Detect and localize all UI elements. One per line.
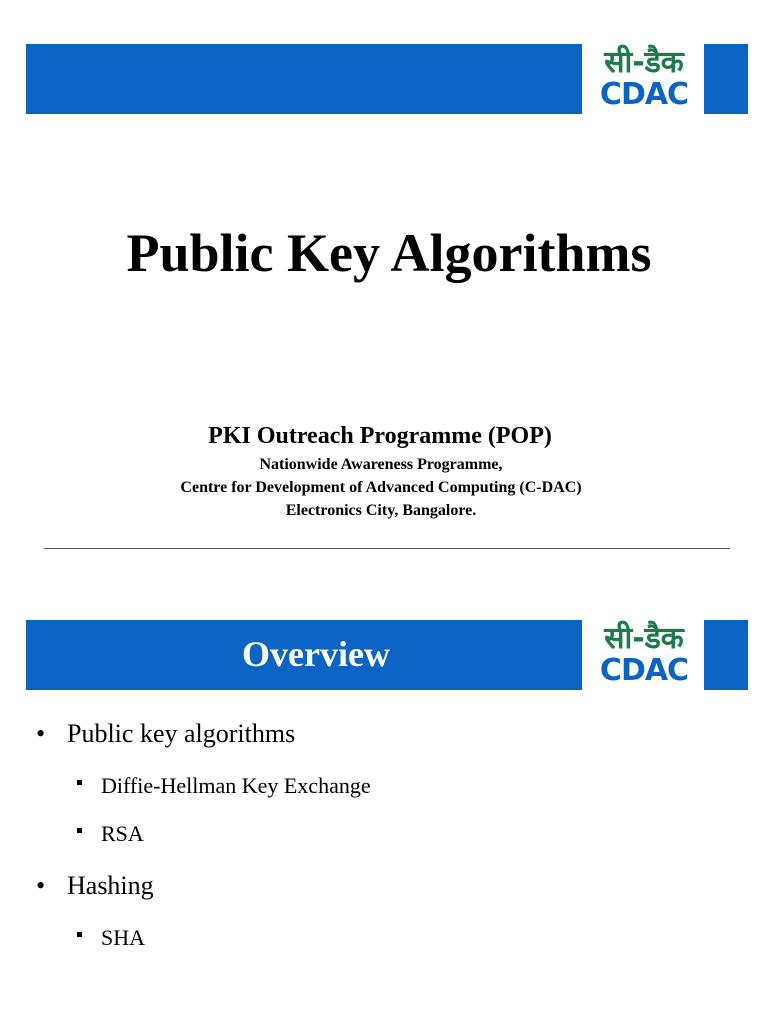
list-item-text: Public key algorithms (67, 719, 296, 748)
bullet-square-icon (77, 932, 82, 937)
logo-latin-text: CDAC (599, 77, 689, 112)
list-item-text: Diffie-Hellman Key Exchange (101, 773, 371, 798)
header-banner (26, 620, 748, 690)
list-item-text: Hashing (67, 871, 154, 900)
logo-hindi-text: सी-डैक (604, 45, 684, 80)
list-item-text: RSA (101, 821, 144, 846)
bullet-dot-icon: • (36, 719, 46, 748)
list-item-text: SHA (101, 925, 146, 950)
logo-hindi-text: सी-डैक (604, 621, 684, 656)
slide-title: Public Key Algorithms (126, 223, 652, 283)
cdac-logo (582, 620, 704, 690)
header-banner (26, 44, 748, 114)
cdac-logo (582, 44, 704, 114)
bullet-square-icon (77, 780, 82, 785)
bullet-square-icon (77, 828, 82, 833)
info-line: Electronics City, Bangalore. (285, 502, 477, 519)
info-line: Nationwide Awareness Programme, (259, 456, 503, 473)
slide-title: Overview (242, 634, 390, 674)
divider (44, 548, 730, 549)
info-line: Centre for Development of Advanced Computing (C-DAC) (180, 479, 582, 496)
bullet-dot-icon: • (36, 871, 46, 900)
programme-subtitle: PKI Outreach Programme (POP) (208, 423, 552, 449)
overview-slide (0, 580, 768, 1024)
logo-latin-text: CDAC (599, 653, 689, 688)
